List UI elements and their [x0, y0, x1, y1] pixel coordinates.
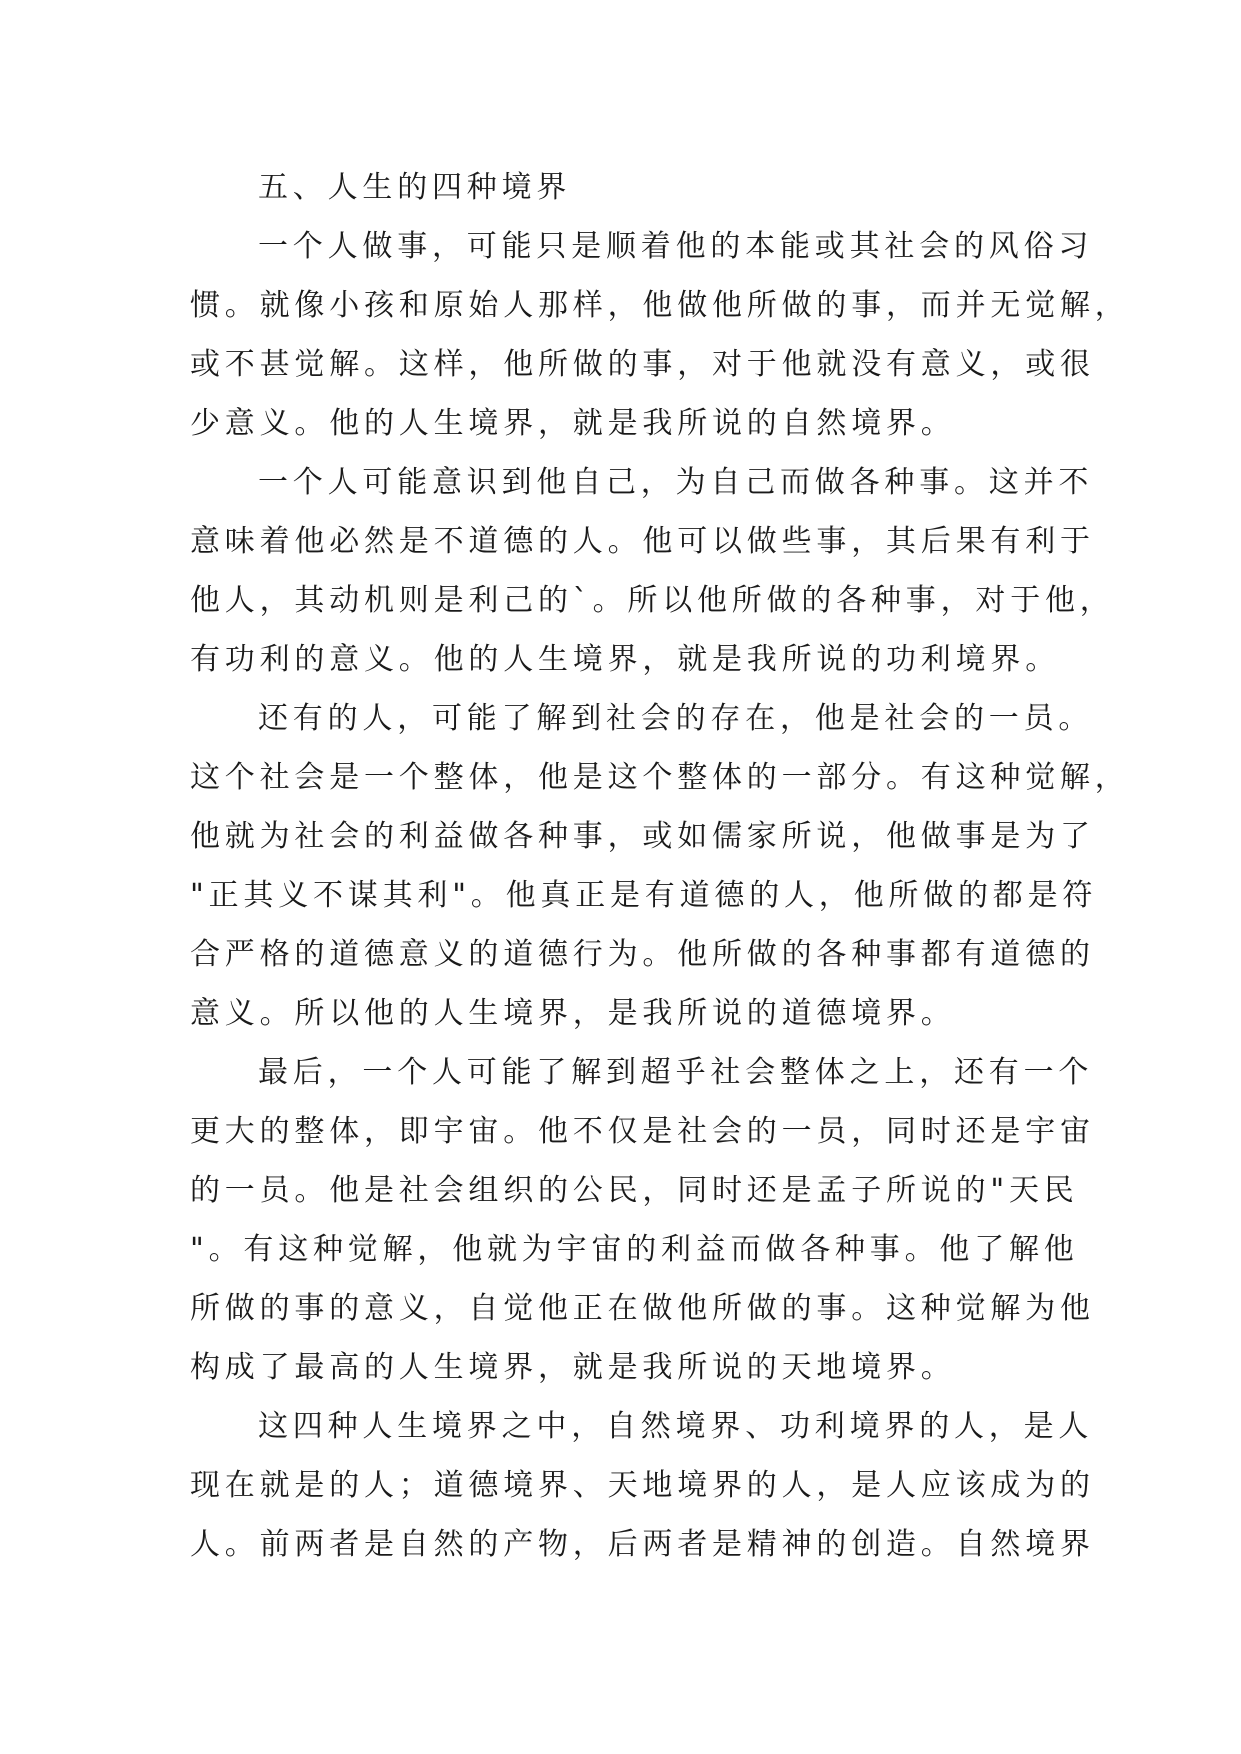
paragraph-2-line-2: 意味着他必然是不道德的人。他可以做些事，其后果有利于 [190, 524, 1095, 559]
paragraph-4-line-1: 最后，一个人可能了解到超乎社会整体之上，还有一个 [258, 1055, 1094, 1090]
paragraph-2-line-3: 他人，其动机则是利己的`。所以他所做的各种事，对于他， [190, 583, 1115, 618]
paragraph-5-line-2: 现在就是的人；道德境界、天地境界的人，是人应该成为的 [190, 1468, 1095, 1503]
paragraph-5-line-1: 这四种人生境界之中，自然境界、功利境界的人，是人 [258, 1409, 1094, 1444]
paragraph-5-line-3: 人。前两者是自然的产物，后两者是精神的创造。自然境界 [190, 1527, 1095, 1562]
paragraph-3-line-4: "正其义不谋其利"。他真正是有道德的人，他所做的都是符 [190, 878, 1098, 913]
paragraph-4-line-2: 更大的整体，即宇宙。他不仅是社会的一员，同时还是宇宙 [190, 1114, 1095, 1149]
paragraph-1-line-1: 一个人做事，可能只是顺着他的本能或其社会的风俗习 [258, 229, 1094, 264]
paragraph-2-line-4: 有功利的意义。他的人生境界，就是我所说的功利境界。 [190, 642, 1060, 677]
paragraph-3-line-5: 合严格的道德意义的道德行为。他所做的各种事都有道德的 [190, 937, 1095, 972]
paragraph-2-line-1: 一个人可能意识到他自己，为自己而做各种事。这并不 [258, 465, 1094, 500]
paragraph-3-line-1: 还有的人，可能了解到社会的存在，他是社会的一员。 [258, 701, 1094, 736]
paragraph-3-line-3: 他就为社会的利益做各种事，或如儒家所说，他做事是为了 [190, 819, 1095, 854]
paragraph-4-line-4: "。有这种觉解，他就为宇宙的利益而做各种事。他了解他 [190, 1232, 1079, 1267]
paragraph-1-line-2: 惯。就像小孩和原始人那样，他做他所做的事，而并无觉解， [190, 288, 1130, 323]
paragraph-4-line-3: 的一员。他是社会组织的公民，同时还是孟子所说的"天民 [190, 1173, 1079, 1208]
section-heading: 五、人生的四种境界 [258, 170, 572, 205]
paragraph-1-line-3: 或不甚觉解。这样，他所做的事，对于他就没有意义，或很 [190, 347, 1095, 382]
document-body [190, 158, 1130, 1574]
paragraph-4-line-6: 构成了最高的人生境界，就是我所说的天地境界。 [190, 1350, 956, 1385]
paragraph-1-line-4: 少意义。他的人生境界，就是我所说的自然境界。 [190, 406, 956, 441]
paragraph-3-line-6: 意义。所以他的人生境界，是我所说的道德境界。 [190, 996, 956, 1031]
paragraph-3-line-2: 这个社会是一个整体，他是这个整体的一部分。有这种觉解， [190, 760, 1130, 795]
paragraph-4-line-5: 所做的事的意义，自觉他正在做他所做的事。这种觉解为他 [190, 1291, 1095, 1326]
